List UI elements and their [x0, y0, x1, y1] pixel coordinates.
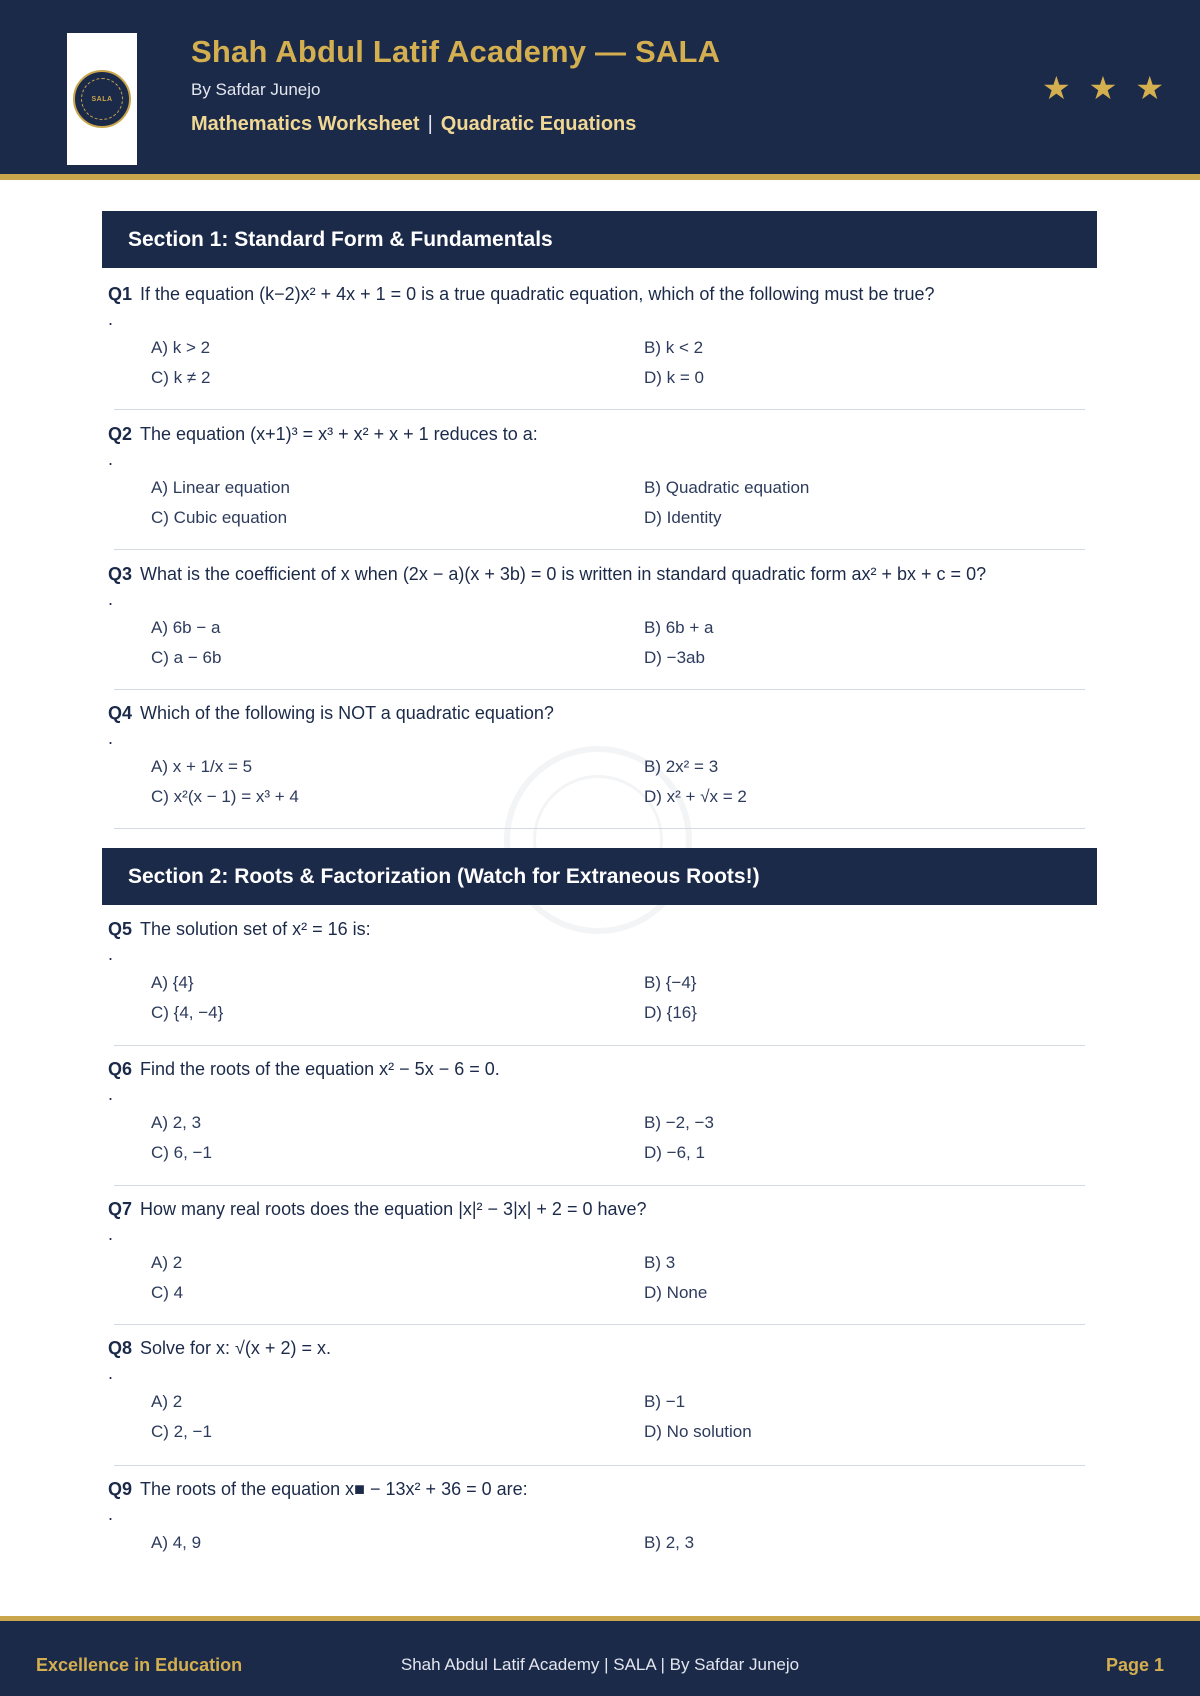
question-number: Q3 [108, 564, 133, 584]
options-group [108, 973, 1093, 1035]
option-a[interactable]: A) Linear equation [151, 478, 290, 497]
option-b[interactable]: B) 3 [644, 1253, 676, 1272]
question-text: What is the coefficient of x when (2x − a)(x + 3b) = 0 is written in standard quadratic form ax² + bx + c = 0? [140, 564, 987, 584]
option-b[interactable]: B) Quadratic equation [644, 478, 810, 497]
answer-dot: . [108, 944, 114, 964]
option-a[interactable]: A) 6b − a [151, 618, 221, 637]
options-group [108, 1113, 1093, 1175]
options-group [108, 618, 1093, 680]
options-group [108, 1533, 1093, 1595]
question-number: Q5 [108, 919, 133, 939]
option-b[interactable]: B) 2, 3 [644, 1533, 695, 1552]
options-group [108, 757, 1093, 819]
option-c[interactable]: C) k ≠ 2 [151, 368, 211, 387]
question-5 [108, 917, 1093, 1035]
option-a[interactable]: A) 2, 3 [151, 1113, 202, 1132]
option-d[interactable]: D) No solution [644, 1422, 752, 1441]
option-b[interactable]: B) {−4} [644, 973, 697, 992]
answer-dot: . [108, 728, 114, 748]
star-icon: ★ [1088, 70, 1118, 106]
seal-icon [73, 70, 131, 128]
answer-dot: . [108, 1224, 114, 1244]
author-byline: By Safdar Junejo [191, 80, 321, 99]
options-group [108, 478, 1093, 540]
question-number: Q4 [108, 703, 133, 723]
option-c[interactable]: C) a − 6b [151, 648, 222, 667]
answer-dot: . [108, 1504, 114, 1524]
options-group [108, 1392, 1093, 1454]
question-8 [108, 1336, 1093, 1454]
star-icon: ★ [1041, 70, 1071, 106]
footer-tagline: Excellence in Education [36, 1655, 243, 1675]
worksheet-subtitle [191, 113, 636, 136]
option-c[interactable]: C) 6, −1 [151, 1143, 212, 1162]
question-divider [114, 549, 1085, 550]
question-divider [114, 1185, 1085, 1186]
question-divider [114, 828, 1085, 829]
subject-label: Mathematics Worksheet [191, 113, 420, 135]
option-b[interactable]: B) −2, −3 [644, 1113, 714, 1132]
question-7 [108, 1197, 1093, 1315]
option-c[interactable]: C) {4, −4} [151, 1003, 224, 1022]
option-d[interactable]: D) x² + √x = 2 [644, 787, 747, 806]
option-a[interactable]: A) 4, 9 [151, 1533, 202, 1552]
answer-dot: . [108, 449, 114, 469]
question-6 [108, 1057, 1093, 1175]
answer-dot: . [108, 309, 114, 329]
option-b[interactable]: B) k < 2 [644, 338, 704, 357]
seal-text: SALA [81, 78, 123, 120]
question-text: Which of the following is NOT a quadratic equation? [140, 703, 554, 723]
question-text: Find the roots of the equation x² − 5x − 6 = 0. [140, 1059, 500, 1079]
option-b[interactable]: B) −1 [644, 1392, 686, 1411]
question-2 [108, 422, 1093, 540]
option-d[interactable]: D) −3ab [644, 648, 705, 667]
question-text: The equation (x+1)³ = x³ + x² + x + 1 reduces to a: [140, 424, 538, 444]
page-footer [0, 1616, 1200, 1696]
option-c[interactable]: C) 4 [151, 1283, 184, 1302]
academy-logo [67, 33, 137, 165]
question-divider [114, 689, 1085, 690]
page-number: Page 1 [1105, 1655, 1164, 1675]
academy-title: Shah Abdul Latif Academy — SALA [191, 34, 721, 69]
option-d[interactable]: D) Identity [644, 508, 722, 527]
question-3 [108, 562, 1093, 680]
option-d[interactable]: D) k = 0 [644, 368, 704, 387]
answer-dot: . [108, 1084, 114, 1104]
option-a[interactable]: A) {4} [151, 973, 194, 992]
question-text: How many real roots does the equation |x|² − 3|x| + 2 = 0 have? [140, 1199, 647, 1219]
question-divider [114, 1045, 1085, 1046]
option-d[interactable]: D) {16} [644, 1003, 697, 1022]
question-4 [108, 701, 1093, 819]
question-number: Q1 [108, 284, 133, 304]
question-number: Q2 [108, 424, 133, 444]
option-d[interactable]: D) −6, 1 [644, 1143, 705, 1162]
options-group [108, 1253, 1093, 1315]
answer-dot: . [108, 1363, 114, 1383]
question-number: Q7 [108, 1199, 133, 1219]
star-icon: ★ [1135, 70, 1164, 106]
answer-dot: . [108, 589, 114, 609]
question-text: The solution set of x² = 16 is: [140, 919, 371, 939]
option-d[interactable]: D) None [644, 1283, 708, 1302]
option-a[interactable]: A) 2 [151, 1392, 183, 1411]
question-text: Solve for x: √(x + 2) = x. [140, 1338, 331, 1358]
question-text: If the equation (k−2)x² + 4x + 1 = 0 is a true quadratic equation, which of the following must be true? [140, 284, 935, 304]
options-group [108, 338, 1093, 400]
option-c[interactable]: C) 2, −1 [151, 1422, 212, 1441]
question-divider [114, 1324, 1085, 1325]
option-b[interactable]: B) 2x² = 3 [644, 757, 719, 776]
section-2-header: Section 2: Roots & Factorization (Watch for Extraneous Roots!) [102, 848, 1097, 905]
option-c[interactable]: C) x²(x − 1) = x³ + 4 [151, 787, 299, 806]
question-text: The roots of the equation x■ − 13x² + 36 = 0 are: [140, 1479, 528, 1499]
option-a[interactable]: A) x + 1/x = 5 [151, 757, 253, 776]
option-a[interactable]: A) 2 [151, 1253, 183, 1272]
option-b[interactable]: B) 6b + a [644, 618, 714, 637]
topic-label: Quadratic Equations [440, 113, 637, 135]
question-number: Q6 [108, 1059, 133, 1079]
question-divider [114, 409, 1085, 410]
page-header [0, 0, 1200, 180]
option-c[interactable]: C) Cubic equation [151, 508, 288, 527]
question-1 [108, 282, 1093, 400]
rating-stars [1042, 72, 1164, 104]
question-9 [108, 1477, 1093, 1595]
section-1-header: Section 1: Standard Form & Fundamentals [102, 211, 1097, 268]
question-number: Q9 [108, 1479, 133, 1499]
question-number: Q8 [108, 1338, 133, 1358]
subtitle-separator: | [427, 113, 433, 135]
footer-credits: Shah Abdul Latif Academy | SALA | By Safdar Junejo [400, 1655, 800, 1674]
question-divider [114, 1465, 1085, 1466]
option-a[interactable]: A) k > 2 [151, 338, 211, 357]
